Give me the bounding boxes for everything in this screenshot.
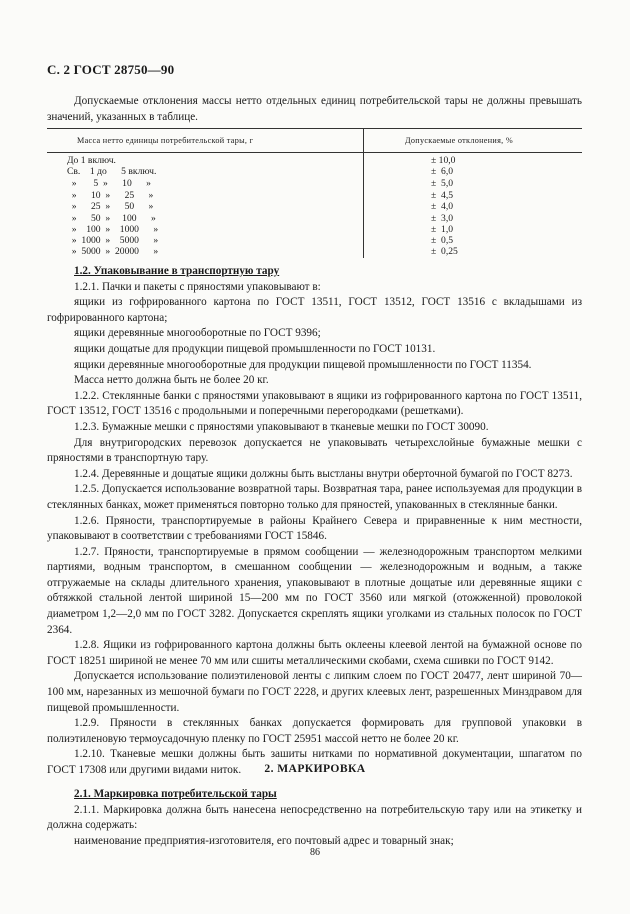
table-row — [47, 166, 582, 177]
section-2-1 — [47, 787, 582, 849]
paragraph: 1.2.7. Пряности, транспортируемые в прямом сообщении — железнодорожным транспортом мелкими партиями, водным транспортом, в смешанном сообщении — железнодорожным и водным, а также отгружаемые на склады длительного хранения, упаковывают в плотные дощатые или деревянные ящики с обтяжкой стальной лентой шириной 15—200 мм по ГОСТ 3560 или мягкой (отожженной) проволокой диаметром 1,2—2,0 мм по ГОСТ 3282. Допускается скреплять ящики уголками из стальных полосок по ГОСТ 2364. — [47, 545, 582, 636]
table-cell-mass: » 5 » 10 » — [67, 178, 151, 189]
table-row — [47, 235, 582, 246]
table-row — [47, 201, 582, 212]
paragraph: 1.2.2. Стеклянные банки с пряностями упаковывают в ящики из гофрированного картона по ГОСТ 13511, ГОСТ 13512, ГОСТ 13516 с продольными и поперечными перегородками (решетками). — [47, 389, 582, 418]
table-cell-mass: » 25 » 50 » — [67, 201, 154, 212]
subsection-title-text: 1.2. Упаковывание в транспортную тару — [74, 265, 280, 277]
table-row — [47, 246, 582, 257]
tolerance-table — [47, 128, 582, 258]
table-cell-mass: » 5000 » 20000 » — [67, 246, 159, 257]
subsection-title — [47, 264, 582, 280]
page-number: 86 — [310, 847, 320, 858]
paragraph: 1.2.10. Тканевые мешки должны быть зашиты нитками по нормативной документации, шпагатом по ГОСТ 17308 или другими видами ниток. — [47, 748, 582, 776]
table-cell-deviation: ± 1,0 — [431, 224, 454, 235]
table-header-rule — [47, 152, 582, 153]
paragraph: 1.2.8. Ящики из гофрированного картона должны быть оклеены клеевой лентой на бумажной основе по ГОСТ 18251 шириной не менее 70 мм или сшиты металлическими скобами, схема сшивки по ГОСТ 9142. — [47, 639, 582, 667]
table-cell-mass: » 10 » 25 » — [67, 190, 154, 201]
table-cell-deviation: ± 10,0 — [431, 155, 456, 166]
table-cell-mass: » 50 » 100 » — [67, 213, 156, 224]
paragraph: ящики деревянные многооборотные по ГОСТ 9396; — [74, 327, 321, 340]
page-header: С. 2 ГОСТ 28750—90 — [47, 62, 175, 77]
table-row — [47, 224, 582, 235]
table-cell-deviation: ± 4,5 — [431, 190, 454, 201]
table-cell-deviation: ± 4,0 — [431, 201, 454, 212]
table-cell-mass: Св. 1 до 5 включ. — [67, 166, 157, 177]
paragraph: 2.1.1. Маркировка должна быть нанесена непосредственно на потребительскую тару или на этикетку и должна содержать: — [47, 803, 582, 832]
paragraph: Допускается использование полиэтиленовой ленты с липким слоем по ГОСТ 20477, лент шириной 70—100 мм, нарезанных из мешочной бумаги по ГОСТ 2228, и других клеевых лент, разрешенных Минздравом для пищевой промышленности. — [47, 670, 582, 714]
paragraph: 1.2.4. Деревянные и дощатые ящики должны быть выстланы внутри оберточной бумагой по ГОСТ 8273. — [74, 467, 573, 480]
subsection-title — [47, 787, 582, 803]
paragraph: 1.2.3. Бумажные мешки с пряностями упаковывают в тканевые мешки по ГОСТ 30090. — [74, 420, 489, 433]
table-row — [47, 155, 582, 166]
paragraph: Для внутригородских перевозок допускается не упаковывать четырехслойные бумажные мешки с пряностями в транспортную тару. — [47, 436, 582, 465]
table-header-mass: Масса нетто единицы потребительской тары, г — [77, 136, 254, 145]
paragraph: 1.2.9. Пряности в стеклянных банках допускается формировать для групповой упаковки в полиэтиленовую термоусадочную пленку по ГОСТ 25951 массой нетто не более 20 кг. — [47, 717, 582, 745]
table-header-divider — [363, 128, 364, 152]
table-cell-mass: » 1000 » 5000 » — [67, 235, 159, 246]
table-cell-deviation: ± 0,5 — [431, 235, 454, 246]
paragraph: ящики деревянные многооборотные для продукции пищевой промышленности по ГОСТ 11354. — [74, 358, 532, 371]
section-1-2 — [47, 264, 582, 779]
paragraph: 1.2.6. Пряности, транспортируемые в районы Крайнего Севера и приравненные к ним местности, упаковывают в соответствии с требованиями ГОСТ 15846. — [47, 514, 582, 543]
section-2-title: 2. МАРКИРОВКА — [264, 762, 366, 775]
table-cell-mass: » 100 » 1000 » — [67, 224, 159, 235]
subsection-title-text: 2.1. Маркировка потребительской тары — [74, 788, 277, 800]
intro-text: Допускаемые отклонения массы нетто отдельных единиц потребительской тары не должны превышать значений, указанных в таблице. — [47, 95, 582, 123]
paragraph: Масса нетто должна быть не более 20 кг. — [74, 374, 269, 387]
paragraph: наименование предприятия-изготовителя, его почтовый адрес и товарный знак; — [74, 834, 454, 847]
table-row — [47, 178, 582, 189]
paragraph: 1.2.5. Допускается использование возвратной тары. Возвратная тара, ранее используемая для продукции в стеклянных банках, может применяться повторно только для пряностей, упакованных в стеклянные банки. — [47, 483, 582, 511]
table-header-deviation: Допускаемые отклонения, % — [405, 136, 513, 145]
table-row — [47, 190, 582, 201]
paragraph: ящики из гофрированного картона по ГОСТ 13511, ГОСТ 13512, ГОСТ 13516 с вкладышами из гофрированного картона; — [47, 296, 582, 324]
table-cell-deviation: ± 3,0 — [431, 213, 454, 224]
table-cell-deviation: ± 5,0 — [431, 178, 454, 189]
table-top-rule — [47, 128, 582, 129]
intro-paragraph — [47, 94, 582, 125]
table-cell-deviation: ± 0,25 — [431, 246, 458, 257]
paragraph: ящики дощатые для продукции пищевой промышленности по ГОСТ 10131. — [74, 342, 436, 355]
paragraph: 1.2.1. Пачки и пакеты с пряностями упаковывают в: — [74, 280, 321, 293]
table-cell-deviation: ± 6,0 — [431, 166, 454, 177]
table-row — [47, 213, 582, 224]
table-cell-mass: До 1 включ. — [67, 155, 116, 166]
